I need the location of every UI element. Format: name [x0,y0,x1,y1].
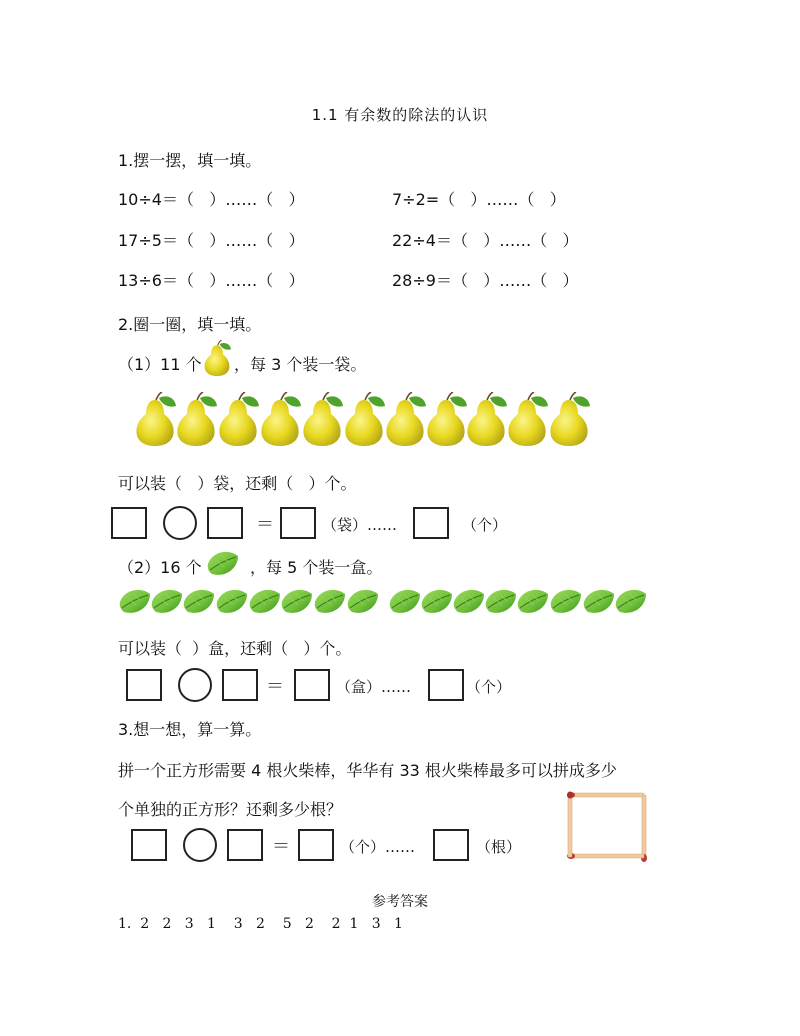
pear-icon [258,392,302,446]
leaf-fruit-icon [614,586,648,616]
answer-box[interactable] [222,669,258,701]
answer-box[interactable] [428,669,464,701]
leaf-fruit-icon [215,586,249,616]
pear-icon [424,392,468,446]
leaf-fruit-icon [549,586,583,616]
leaf-fruit-icon [388,586,422,616]
answer-box[interactable] [298,829,334,861]
leaf-fruit-icon [452,586,486,616]
answer-box[interactable] [294,669,330,701]
leaf-row [118,586,648,618]
leaf-fruit-icon [248,586,282,616]
answers-line: 1. 2 2 3 1 3 2 5 2 2 1 3 1 [118,916,403,932]
pear-icon [133,392,177,446]
answer-box[interactable] [227,829,263,861]
unit-label: （个） [466,678,512,696]
problem-line-2: 个单独的正方形？还剩多少根？ [118,800,343,819]
equation-4: 22÷4＝（ ）……（ ） [392,231,579,250]
part1-suffix: ，每 3 个装一袋。 [234,355,367,374]
leaf-fruit-icon [182,586,216,616]
leaf-fruit-icon [582,586,616,616]
pear-icon [547,392,591,446]
matchstick-square-icon [562,787,654,865]
unit-label: （个）…… [340,838,416,856]
answer-box[interactable] [413,507,449,539]
pear-icon [201,340,233,376]
part1-prefix: （1）11 个 [118,355,202,374]
answer-box[interactable] [126,669,162,701]
section1-heading: 1.摆一摆，填一填。 [118,151,262,170]
leaf-fruit-icon [206,548,240,578]
equation-6: 28÷9＝（ ）……（ ） [392,271,579,290]
leaf-fruit-icon [484,586,518,616]
operator-circle[interactable] [183,828,217,862]
pear-icon [342,392,386,446]
operator-circle[interactable] [163,506,197,540]
equation-5: 13÷6＝（ ）……（ ） [118,271,305,290]
leaf-fruit-icon [313,586,347,616]
unit-label: （盒）…… [336,678,412,696]
unit-label: （个） [462,516,508,534]
equals-sign: ＝ [272,836,290,857]
answer-box[interactable] [111,507,147,539]
pear-row [133,392,593,448]
pear-icon [505,392,549,446]
leaf-fruit-icon [420,586,454,616]
part2-answer-line: 可以装（ ）盒，还剩（ ）个。 [118,639,352,658]
leaf-fruit-icon [118,586,152,616]
part1-answer-line: 可以装（ ）袋，还剩（ ）个。 [118,474,357,493]
answer-box[interactable] [433,829,469,861]
part2-suffix: ，每 5 个装一盒。 [250,558,383,577]
equals-sign: ＝ [266,676,284,697]
pear-icon [300,392,344,446]
part2-prefix: （2）16 个 [118,558,202,577]
leaf-fruit-icon [346,586,380,616]
unit-label: （根） [476,838,522,856]
pear-icon [464,392,508,446]
operator-circle[interactable] [178,668,212,702]
pear-icon [383,392,427,446]
equals-sign: ＝ [256,514,274,535]
answer-box[interactable] [280,507,316,539]
pear-icon [216,392,260,446]
answers-title: 参考答案 [372,894,428,910]
leaf-fruit-icon [280,586,314,616]
pear-icon [174,392,218,446]
page-title: 1.1 有余数的除法的认识 [311,106,489,124]
unit-label: （袋）…… [322,516,398,534]
equation-2: 7÷2=（ ）……（ ） [392,190,566,209]
leaf-fruit-icon [150,586,184,616]
equation-1: 10÷4＝（ ）……（ ） [118,190,305,209]
answer-box[interactable] [207,507,243,539]
equation-3: 17÷5＝（ ）……（ ） [118,231,305,250]
problem-line-1: 拼一个正方形需要 4 根火柴棒，华华有 33 根火柴棒最多可以拼成多少 [118,761,617,780]
section2-heading: 2.圈一圈，填一填。 [118,315,262,334]
section3-heading: 3.想一想，算一算。 [118,720,262,739]
leaf-fruit-icon [516,586,550,616]
answer-box[interactable] [131,829,167,861]
